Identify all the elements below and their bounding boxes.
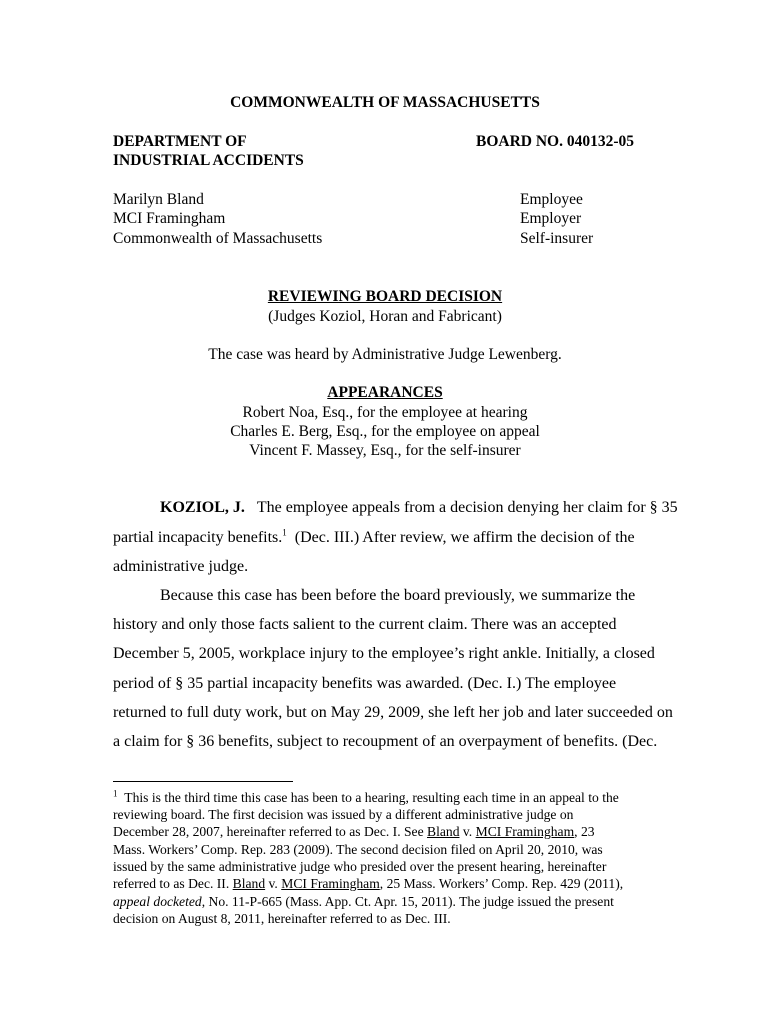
opinion-line: December 5, 2005, workplace injury to the employee’s right ankle. Initially, a closed bbox=[113, 645, 655, 662]
opinion-line bbox=[113, 529, 635, 547]
footnote-text: , No. 11-P-665 (Mass. App. Ct. Apr. 15, 2011). The judge issued the present bbox=[201, 894, 614, 909]
footnote-text: December 28, 2007, hereinafter referred to as Dec. I. See bbox=[113, 824, 428, 839]
opinion-line: Because this case has been before the board previously, we summarize the bbox=[160, 587, 636, 604]
decision-judges: (Judges Koziol, Horan and Fabricant) bbox=[268, 308, 502, 325]
party-name-insurer: Commonwealth of Massachusetts bbox=[113, 230, 323, 247]
party-role-insurer: Self-insurer bbox=[520, 230, 594, 247]
decision-title: REVIEWING BOARD DECISION bbox=[267, 288, 503, 305]
department-line-2: INDUSTRIAL ACCIDENTS bbox=[113, 152, 304, 169]
case-name-mci: MCI Framingham bbox=[475, 824, 575, 839]
board-number: BOARD NO. 040132-05 bbox=[476, 133, 635, 150]
appeal-docketed: appeal docketed bbox=[113, 894, 202, 909]
footnote-text: , 23 bbox=[574, 824, 595, 839]
appearances-title: APPEARANCES bbox=[327, 384, 443, 401]
footnote-text: , 25 Mass. Workers’ Comp. Rep. 429 (2011), bbox=[379, 876, 624, 891]
heard-by-line: The case was heard by Administrative Judge Lewenberg. bbox=[208, 346, 562, 363]
case-name-bland: Bland bbox=[427, 824, 460, 839]
opinion-line: returned to full duty work, but on May 29, 2009, she left her job and later succeeded on bbox=[113, 704, 673, 721]
appearance-line: Robert Noa, Esq., for the employee at hearing bbox=[242, 404, 528, 421]
footnote-text: This is the third time this case has been to a hearing, resulting each time in an appeal to the bbox=[124, 790, 619, 805]
footnote-reference[interactable]: 1 bbox=[282, 527, 287, 538]
footnote-line bbox=[113, 824, 595, 840]
opinion-line: administrative judge. bbox=[113, 558, 249, 575]
footnote-number: 1 bbox=[113, 788, 118, 799]
footnote-text: v. bbox=[265, 876, 282, 891]
case-name-bland: Bland bbox=[232, 876, 266, 891]
opinion-text: The employee appeals from a decision denying her claim for § 35 bbox=[256, 499, 678, 516]
department-line-1: DEPARTMENT OF bbox=[113, 133, 247, 150]
footnote-line bbox=[113, 894, 614, 910]
opinion-text: (Dec. III.) After review, we affirm the decision of the bbox=[294, 529, 635, 546]
footnote-line: reviewing board. The first decision was issued by a different administrative judge on bbox=[113, 807, 574, 822]
party-role-employer: Employer bbox=[520, 210, 582, 227]
case-name-mci: MCI Framingham bbox=[281, 876, 380, 891]
commonwealth-heading: COMMONWEALTH OF MASSACHUSETTS bbox=[230, 94, 540, 111]
footnote-line: decision on August 8, 2011, hereinafter referred to as Dec. III. bbox=[113, 911, 451, 926]
opinion-line: period of § 35 partial incapacity benefits was awarded. (Dec. I.) The employee bbox=[113, 675, 617, 692]
party-role-employee: Employee bbox=[520, 191, 583, 208]
footnote-line bbox=[113, 790, 619, 806]
opinion-line: a claim for § 36 benefits, subject to recoupment of an overpayment of benefits. (Dec. bbox=[113, 733, 658, 750]
opinion-author: KOZIOL, J. bbox=[160, 499, 245, 516]
opinion-line: history and only those facts salient to the current claim. There was an accepted bbox=[113, 616, 617, 633]
opinion-text: partial incapacity benefits. bbox=[113, 529, 283, 546]
footnote-line: issued by the same administrative judge who presided over the present hearing, hereinafter bbox=[113, 859, 607, 874]
appearance-line: Vincent F. Massey, Esq., for the self-insurer bbox=[249, 442, 521, 459]
opinion-first-line bbox=[160, 499, 678, 517]
footnote-separator bbox=[113, 781, 293, 782]
footnote-line bbox=[113, 876, 623, 892]
footnote-text: v. bbox=[459, 824, 476, 839]
party-name-employer: MCI Framingham bbox=[113, 210, 226, 227]
party-name-employee: Marilyn Bland bbox=[113, 191, 204, 208]
footnote-text: referred to as Dec. II. bbox=[113, 876, 233, 891]
footnote-line: Mass. Workers’ Comp. Rep. 283 (2009). The second decision filed on April 20, 2010, was bbox=[113, 842, 603, 857]
appearance-line: Charles E. Berg, Esq., for the employee on appeal bbox=[230, 423, 540, 440]
